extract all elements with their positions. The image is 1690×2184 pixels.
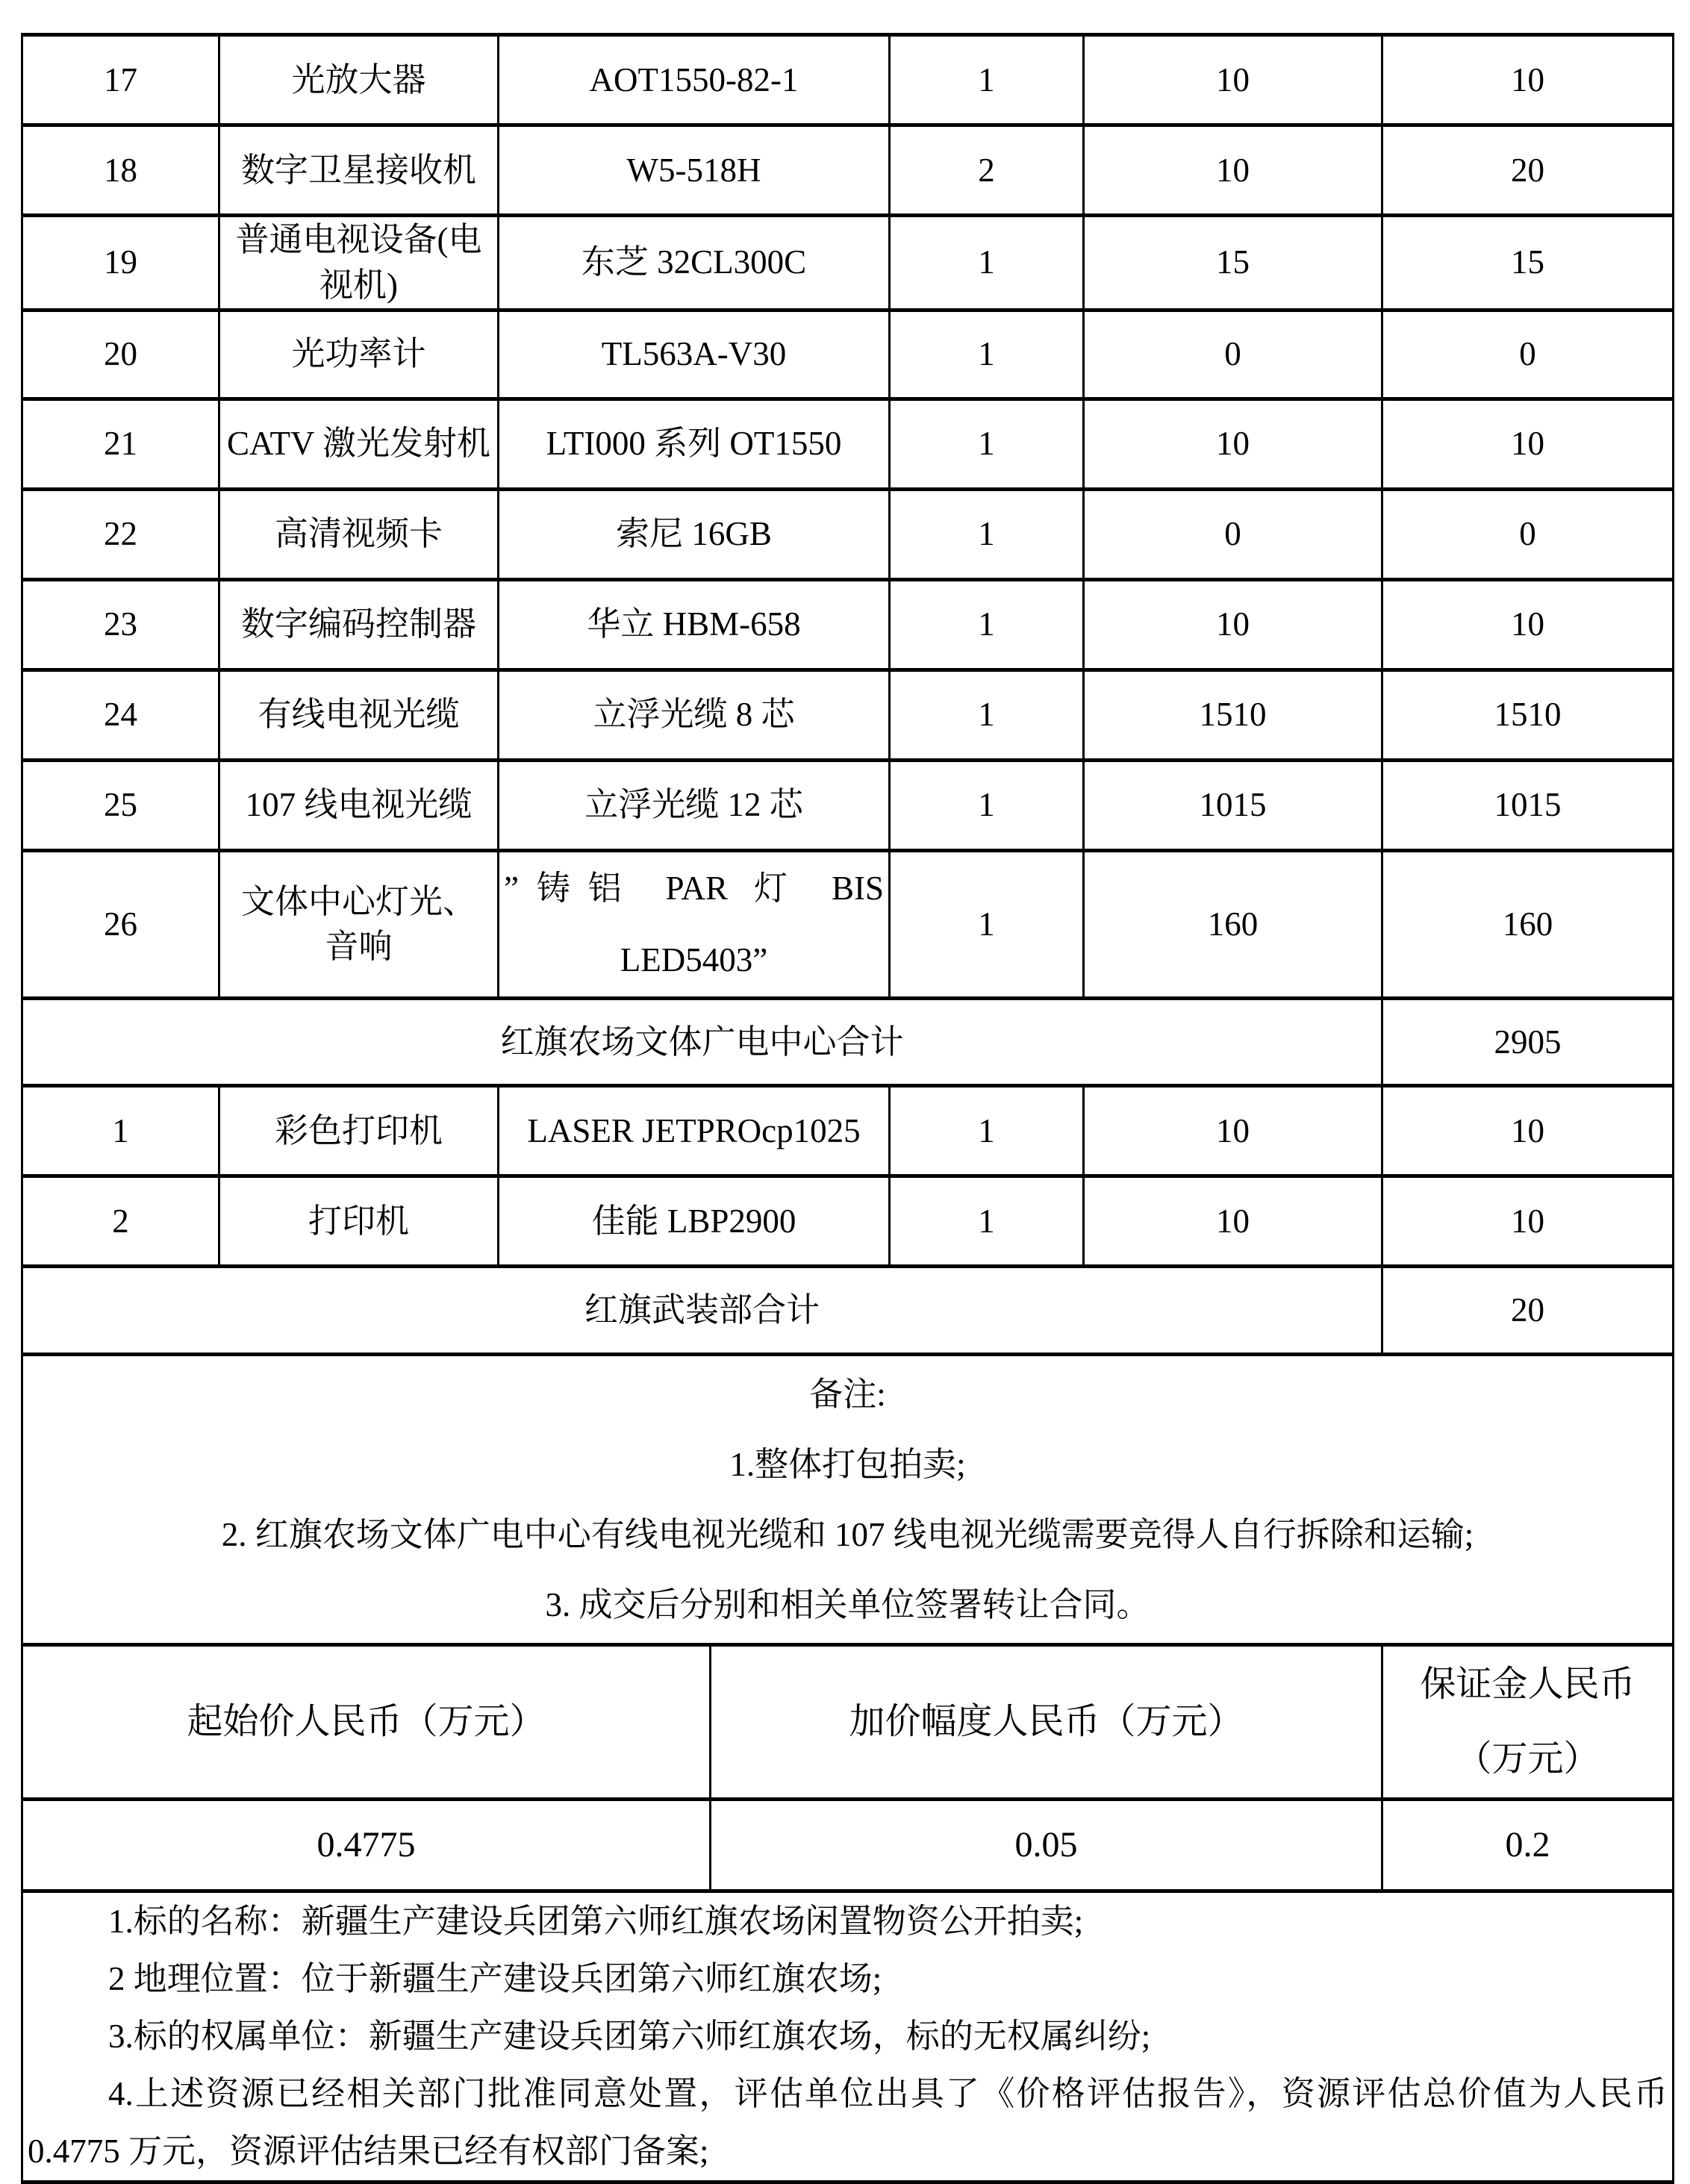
remarks-title: 备注: [809, 1376, 886, 1413]
model-cell: 佳能 LBP2900 [499, 1176, 890, 1267]
unit-price-cell: 10 [1084, 1176, 1382, 1267]
quantity-cell: 1 [890, 579, 1084, 670]
quantity-cell: 1 [890, 489, 1084, 579]
model-cell: 立浮光缆 8 芯 [499, 670, 890, 760]
section1-subtotal-row [22, 999, 1674, 1086]
model-cell: 立浮光缆 12 芯 [499, 760, 890, 850]
equipment-row [22, 579, 1674, 670]
quantity-cell: 1 [890, 1086, 1084, 1176]
unit-price-cell: 15 [1084, 216, 1382, 311]
name-cell: 普通电视设备(电视机) [219, 216, 499, 311]
unit-price-cell: 10 [1084, 1086, 1382, 1176]
price-values-row [22, 1800, 1674, 1891]
unit-price-cell: 10 [1084, 125, 1382, 216]
unit-price-cell: 0 [1084, 489, 1382, 579]
equipment-row [22, 670, 1674, 760]
model-cell: 索尼 16GB [499, 489, 890, 579]
total-price-cell: 20 [1382, 125, 1674, 216]
subtotal-value: 20 [1382, 1267, 1674, 1355]
term-item: 1.标的名称：新疆生产建设兵团第六师红旗农场闲置物资公开拍卖; [108, 1903, 1084, 1940]
unit-price-cell: 160 [1084, 850, 1382, 999]
price-header-row [22, 1645, 1674, 1800]
quantity-cell: 1 [890, 1176, 1084, 1267]
quantity-cell: 1 [890, 310, 1084, 399]
serial-cell: 23 [22, 579, 219, 670]
unit-price-cell: 10 [1084, 579, 1382, 670]
equipment-row [22, 1086, 1674, 1176]
name-cell: 数字编码控制器 [219, 579, 499, 670]
remark-item: 1.整体打包拍卖; [729, 1446, 966, 1483]
bid-increment-value: 0.05 [711, 1800, 1382, 1891]
total-price-cell: 0 [1382, 489, 1674, 579]
quantity-cell: 1 [890, 216, 1084, 311]
quantity-cell: 1 [890, 850, 1084, 999]
model-cell: W5-518H [499, 125, 890, 216]
bid-increment-header: 加价幅度人民币（万元） [711, 1645, 1382, 1800]
total-price-cell: 1015 [1382, 760, 1674, 850]
deposit-value: 0.2 [1382, 1800, 1674, 1891]
serial-cell: 20 [22, 310, 219, 399]
equipment-row [22, 35, 1674, 125]
equipment-row [22, 850, 1674, 999]
deposit-header: 保证金人民币（万元） [1382, 1645, 1674, 1800]
name-cell: 彩色打印机 [219, 1086, 499, 1176]
name-cell: 107 线电视光缆 [219, 760, 499, 850]
model-cell: TL563A-V30 [499, 310, 890, 399]
quantity-cell: 1 [890, 760, 1084, 850]
total-price-cell: 10 [1382, 399, 1674, 489]
model-cell: LASER JETPROcp1025 [499, 1086, 890, 1176]
remarks-row [22, 1355, 1674, 1645]
subtotal-value: 2905 [1382, 999, 1674, 1086]
name-cell: 有线电视光缆 [219, 670, 499, 760]
name-cell: 数字卫星接收机 [219, 125, 499, 216]
unit-price-cell: 1510 [1084, 670, 1382, 760]
total-price-cell: 15 [1382, 216, 1674, 311]
unit-price-cell: 1015 [1084, 760, 1382, 850]
name-cell: 高清视频卡 [219, 489, 499, 579]
name-cell: 光功率计 [219, 310, 499, 399]
quantity-cell: 1 [890, 35, 1084, 125]
serial-cell: 25 [22, 760, 219, 850]
serial-cell: 17 [22, 35, 219, 125]
name-cell: CATV 激光发射机 [219, 399, 499, 489]
terms-row [22, 1891, 1674, 2183]
serial-cell: 22 [22, 489, 219, 579]
total-price-cell: 10 [1382, 35, 1674, 125]
model-cell: 华立 HBM-658 [499, 579, 890, 670]
unit-price-cell: 10 [1084, 399, 1382, 489]
total-price-cell: 1510 [1382, 670, 1674, 760]
term-item: 4.上述资源已经相关部门批准同意处置，评估单位出具了《价格评估报告》，资源评估总价值为人民币 0.4775 万元，资源评估结果已经有权部门备案; [28, 2075, 1668, 2170]
quantity-cell: 2 [890, 125, 1084, 216]
serial-cell: 1 [22, 1086, 219, 1176]
serial-cell: 2 [22, 1176, 219, 1267]
remark-item: 3. 成交后分别和相关单位签署转让合同。 [545, 1586, 1150, 1623]
section2-subtotal-row [22, 1267, 1674, 1355]
equipment-row [22, 760, 1674, 850]
equipment-row [22, 125, 1674, 216]
subtotal-label: 红旗农场文体广电中心合计 [22, 999, 1382, 1086]
total-price-cell: 10 [1382, 1176, 1674, 1267]
model-cell: 东芝 32CL300C [499, 216, 890, 311]
term-item: 3.标的权属单位：新疆生产建设兵团第六师红旗农场，标的无权属纠纷; [108, 2018, 1151, 2055]
serial-cell: 21 [22, 399, 219, 489]
quantity-cell: 1 [890, 399, 1084, 489]
total-price-cell: 10 [1382, 579, 1674, 670]
total-price-cell: 160 [1382, 850, 1674, 999]
equipment-row [22, 399, 1674, 489]
serial-cell: 24 [22, 670, 219, 760]
total-price-cell: 0 [1382, 310, 1674, 399]
name-cell: 光放大器 [219, 35, 499, 125]
term-item: 2 地理位置：位于新疆生产建设兵团第六师红旗农场; [108, 1960, 882, 1997]
equipment-row [22, 216, 1674, 311]
model-cell: ”铸铝 PAR 灯 BIS LED5403” [499, 850, 890, 999]
quantity-cell: 1 [890, 670, 1084, 760]
remark-item: 2. 红旗农场文体广电中心有线电视光缆和 107 线电视光缆需要竞得人自行拆除和运输; [221, 1516, 1474, 1553]
model-cell: LTI000 系列 OT1550 [499, 399, 890, 489]
terms-cell [22, 1891, 1674, 2183]
starting-price-value: 0.4775 [22, 1800, 711, 1891]
subtotal-label: 红旗武装部合计 [22, 1267, 1382, 1355]
auction-asset-table [21, 33, 1674, 2184]
total-price-cell: 10 [1382, 1086, 1674, 1176]
equipment-row [22, 489, 1674, 579]
remarks-cell [22, 1355, 1674, 1645]
name-cell: 打印机 [219, 1176, 499, 1267]
unit-price-cell: 10 [1084, 35, 1382, 125]
unit-price-cell: 0 [1084, 310, 1382, 399]
serial-cell: 19 [22, 216, 219, 311]
equipment-row [22, 1176, 1674, 1267]
name-cell: 文体中心灯光、音响 [219, 850, 499, 999]
serial-cell: 26 [22, 850, 219, 999]
starting-price-header: 起始价人民币（万元） [22, 1645, 711, 1800]
serial-cell: 18 [22, 125, 219, 216]
equipment-row [22, 310, 1674, 399]
model-cell: AOT1550-82-1 [499, 35, 890, 125]
